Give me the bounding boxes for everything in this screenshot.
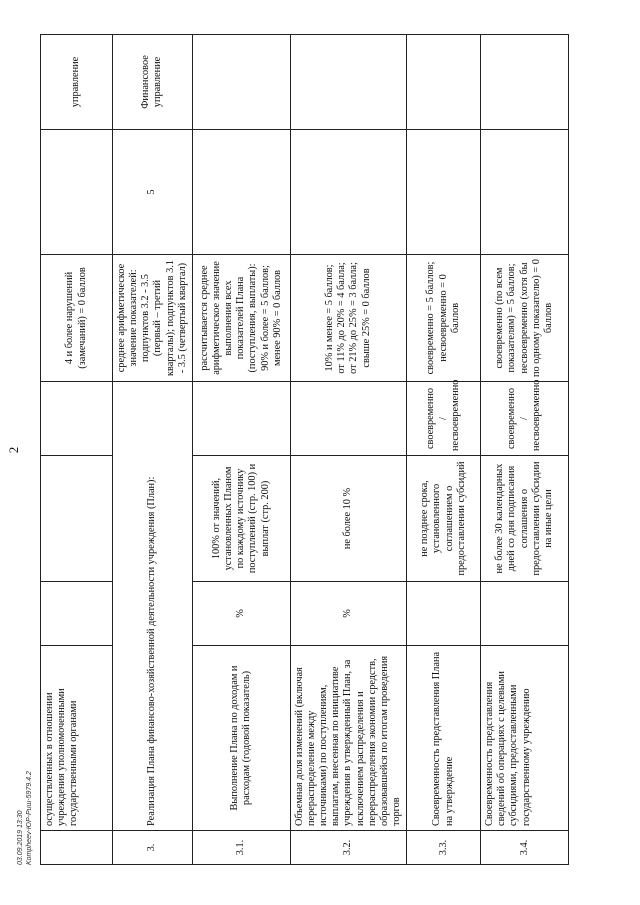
table-row xyxy=(192,35,290,865)
section-score-rule: среднее арифметическое значение показателей: подпунктов 3.2 - 3.5 (первый – третий кварталы); подпунктов 3.1 - 3.5 (четвертый квартал) xyxy=(113,255,193,382)
section-num: 3. xyxy=(113,831,193,865)
row-num: 3.4. xyxy=(481,831,569,865)
value-format xyxy=(290,382,406,456)
row-num-empty xyxy=(41,831,113,865)
unit: % xyxy=(290,582,406,646)
row-num: 3.1. xyxy=(192,831,290,865)
score-rule: 10% и менее = 5 баллов; от 11% до 20% = 4 балла; от 21% до 25% = 3 балла; свыше 25% = 0 баллов xyxy=(290,255,406,382)
unit xyxy=(407,582,481,646)
section-responsible: Финансовое управление xyxy=(113,35,193,130)
criteria-table xyxy=(40,34,569,865)
score-rule: своевременно = 5 баллов; несвоевременно = 0 баллов xyxy=(407,255,481,382)
criterion-name: Своевременность представления сведений об операциях с целевыми субсидиями, предоставленными государственному учреждению xyxy=(481,646,569,831)
value-format: своевременно / несвоевременно xyxy=(481,382,569,456)
score-rule: 4 и более нарушений (замечаний) = 0 баллов xyxy=(41,255,113,382)
table-row xyxy=(407,35,481,865)
criterion-name: Объемная доля изменений (включая перераспределение между источниками) по поступлениям, выплатам, внесенная по инициативе учреждения в утвержденный План, за исключением распределения и перераспределения экономии средств, образовавшейся по итогам проведения торгов xyxy=(290,646,406,831)
score-rule: рассчитывается среднее арифметическое значение выполнения всех показателей Плана (поступления, выплаты): 90% и более = 5 баллов; менее 90% = 0 баллов xyxy=(192,255,290,382)
row-num: 3.2. xyxy=(290,831,406,865)
criterion-name: Выполнение Плана по доходам и расходам (годовой показатель) xyxy=(192,646,290,831)
page-number: 2 xyxy=(6,446,21,454)
norm: не более 10 % xyxy=(290,456,406,582)
unit xyxy=(481,582,569,646)
criterion-name: Своевременность представления Плана на утверждение xyxy=(407,646,481,831)
value-format: своевременно / несвоевременно xyxy=(407,382,481,456)
criterion-name: осуществленных в отношении учреждения уполномоченными государственными органами xyxy=(41,646,113,831)
table-row xyxy=(41,35,113,865)
responsible: управление xyxy=(41,35,113,130)
table-row xyxy=(290,35,406,865)
section-title: Реализация Плана финансово-хозяйственной деятельности учреждения (План): xyxy=(113,382,193,831)
footer-timestamp: 03.09.2019 13:30 xyxy=(17,810,24,865)
unit: % xyxy=(192,582,290,646)
norm: не позднее срока, установленного соглашением о предоставлении субсидий xyxy=(407,456,481,582)
section-row xyxy=(113,35,193,865)
norm: не более 30 календарных дней со дня подписания соглашения о предоставлении субсидии на иные цели xyxy=(481,456,569,582)
table-row xyxy=(481,35,569,865)
row-num: 3.3. xyxy=(407,831,481,865)
document-footer xyxy=(16,771,34,865)
section-max-score: 5 xyxy=(113,130,193,255)
footer-file: Kompheev-ЮР-Риш-5979.4.2 xyxy=(26,771,34,865)
norm: 100% от значений, установленных Планом по каждому источнику поступлений (стр. 100) и выплат (стр. 200) xyxy=(192,456,290,582)
value-format xyxy=(192,382,290,456)
score-rule: своевременно (по всем показателям) = 5 баллов; несвоевременно (хотя бы по одному показателю) = 0 баллов xyxy=(481,255,569,382)
